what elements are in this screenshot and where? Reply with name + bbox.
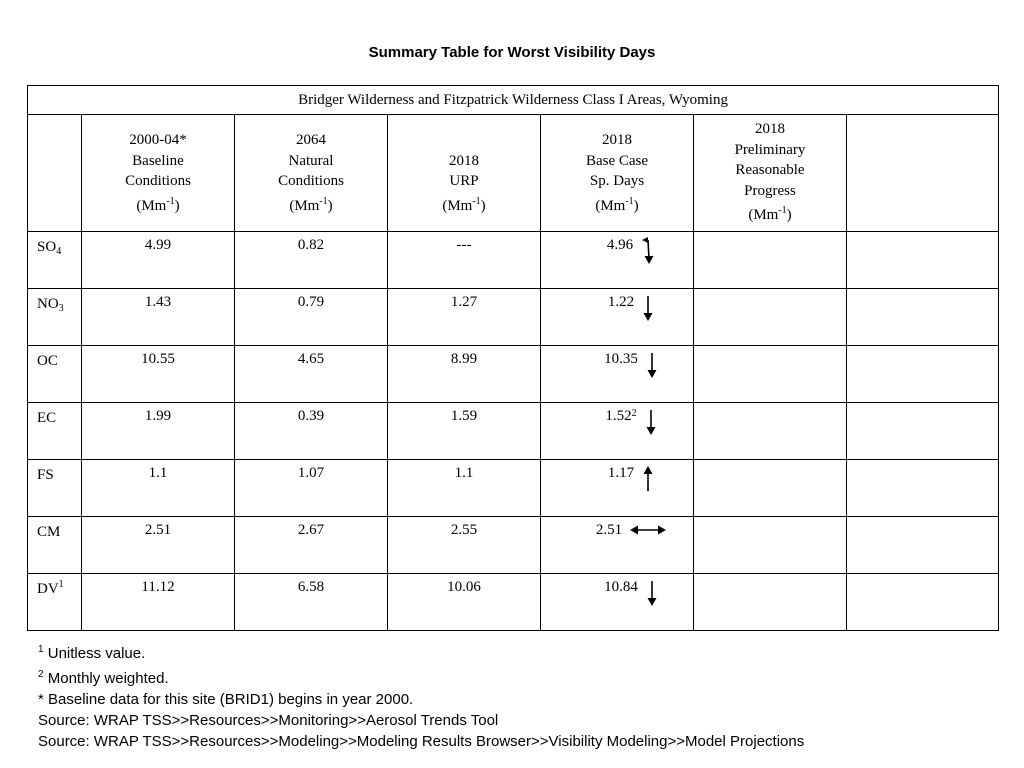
header-preliminary-line4: Progress — [744, 182, 796, 199]
header-basecase-unit-sup: -1 — [625, 195, 634, 207]
baseline-cell — [82, 574, 235, 631]
param-label: NO — [37, 296, 59, 312]
summary-table — [27, 85, 999, 631]
urp-value: 10.06 — [447, 579, 481, 595]
natural-value: 0.82 — [297, 237, 325, 253]
baseline-value: 1.43 — [144, 294, 172, 310]
preliminary-cell — [694, 517, 847, 574]
baseline-value: 2.51 — [144, 522, 172, 538]
header-baseline-line3: Conditions — [125, 173, 191, 189]
header-basecase-line1: 2018 — [602, 132, 632, 148]
footnote-2-text: Monthly weighted. — [43, 670, 169, 687]
param-label: SO — [37, 239, 57, 255]
urp-cell — [388, 232, 541, 289]
header-baseline-unit-close: ) — [174, 197, 180, 214]
header-basecase-line2: Base Case — [585, 152, 649, 169]
param-cell — [28, 403, 82, 460]
baseline-value: 4.99 — [144, 237, 172, 253]
basecase-cell — [541, 232, 694, 289]
table-row — [28, 517, 999, 574]
basecase-cell — [541, 517, 694, 574]
header-urp-line1: 2018 — [449, 152, 479, 169]
basecase-cell — [541, 289, 694, 346]
preliminary-cell — [694, 232, 847, 289]
table-row — [28, 460, 999, 517]
header-row — [28, 115, 999, 232]
header-natural — [235, 115, 388, 232]
urp-value: 1.59 — [450, 408, 478, 424]
header-preliminary-unit: (Mm — [748, 207, 779, 223]
footnote-1-marker: 1 — [38, 644, 44, 655]
header-natural-line1: 2064 — [296, 132, 326, 148]
basecase-value: 4.96 — [606, 237, 634, 253]
basecase-value: 1.17 — [607, 465, 635, 481]
empty-cell — [847, 517, 999, 574]
urp-cell — [388, 517, 541, 574]
footnote-3: * Baseline data for this site (BRID1) begins in year 2000. — [38, 691, 414, 708]
baseline-cell — [82, 460, 235, 517]
region-row — [28, 86, 999, 115]
header-preliminary-unit-close: ) — [786, 207, 792, 223]
empty-cell — [847, 403, 999, 460]
footnote-2-marker: 2 — [38, 669, 44, 680]
preliminary-cell — [694, 403, 847, 460]
preliminary-cell — [694, 460, 847, 517]
natural-cell — [235, 403, 388, 460]
header-baseline — [82, 115, 235, 232]
source-2: Source: WRAP TSS>>Resources>>Modeling>>Modeling Results Browser>>Visibility Modeling>>Model Projections — [38, 733, 805, 750]
natural-cell — [235, 517, 388, 574]
natural-cell — [235, 289, 388, 346]
table-body — [28, 232, 999, 631]
header-preliminary-line1: 2018 — [755, 121, 785, 137]
footnote-2 — [38, 664, 1018, 689]
header-basecase-line3: Sp. Days — [589, 173, 645, 189]
header-baseline-line1: 2000-04* — [129, 132, 187, 148]
table-row — [28, 346, 999, 403]
param-label: EC — [37, 410, 57, 426]
basecase-cell — [541, 346, 694, 403]
urp-value: 1.1 — [454, 465, 474, 481]
basecase-cell — [541, 403, 694, 460]
urp-value: 1.27 — [450, 294, 478, 310]
basecase-cell — [541, 574, 694, 631]
basecase-value: 2.51 — [595, 522, 623, 538]
baseline-value: 1.1 — [148, 465, 168, 481]
natural-cell — [235, 346, 388, 403]
natural-value: 1.07 — [297, 465, 325, 481]
param-label: FS — [37, 467, 54, 483]
basecase-value: 10.35 — [604, 351, 638, 367]
natural-value: 0.79 — [297, 294, 325, 310]
header-basecase-unit-close: ) — [633, 197, 639, 214]
header-preliminary — [694, 115, 847, 232]
header-empty-cell — [847, 115, 999, 232]
header-baseline-unit: (Mm — [136, 197, 167, 214]
footnote-1-text: Unitless value. — [43, 645, 146, 662]
urp-cell — [388, 460, 541, 517]
table-row — [28, 574, 999, 631]
header-natural-unit-close: ) — [327, 197, 333, 214]
header-baseline-unit-sup: -1 — [166, 195, 175, 207]
header-basecase-unit: (Mm — [595, 197, 626, 214]
empty-cell — [847, 574, 999, 631]
up-arrow-icon — [642, 465, 654, 498]
param-cell — [28, 232, 82, 289]
param-subscript: 3 — [58, 303, 64, 314]
down-arrow-icon — [646, 579, 658, 612]
footnote-1 — [38, 639, 1018, 664]
param-label: DV — [37, 581, 59, 597]
double-arrow-icon — [630, 522, 666, 543]
urp-cell — [388, 289, 541, 346]
param-superscript: 1 — [58, 579, 64, 590]
urp-cell — [388, 403, 541, 460]
baseline-value: 10.55 — [141, 351, 175, 367]
param-cell — [28, 574, 82, 631]
header-urp — [388, 115, 541, 232]
down-arrow-icon — [642, 294, 654, 327]
header-basecase — [541, 115, 694, 232]
baseline-cell — [82, 517, 235, 574]
header-natural-line3: Conditions — [278, 173, 344, 189]
urp-cell — [388, 574, 541, 631]
preliminary-cell — [694, 574, 847, 631]
footnotes — [38, 639, 1018, 752]
down-arrow-icon — [641, 237, 655, 270]
empty-cell — [847, 346, 999, 403]
natural-cell — [235, 574, 388, 631]
header-preliminary-line2: Preliminary — [734, 141, 806, 158]
table-row — [28, 403, 999, 460]
natural-value: 0.39 — [297, 408, 325, 424]
urp-value: --- — [456, 237, 472, 253]
urp-value: 8.99 — [450, 351, 478, 367]
natural-cell — [235, 460, 388, 517]
preliminary-cell — [694, 346, 847, 403]
natural-value: 6.58 — [297, 579, 325, 595]
header-urp-unit-close: ) — [480, 197, 486, 214]
param-cell — [28, 517, 82, 574]
empty-cell — [847, 289, 999, 346]
preliminary-cell — [694, 289, 847, 346]
natural-value: 2.67 — [297, 522, 325, 538]
header-natural-unit-sup: -1 — [319, 195, 328, 207]
source-1: Source: WRAP TSS>>Resources>>Monitoring>>Aerosol Trends Tool — [38, 712, 499, 729]
empty-cell — [847, 460, 999, 517]
header-urp-line2: URP — [449, 173, 479, 189]
header-natural-unit: (Mm — [289, 197, 320, 214]
urp-value: 2.55 — [450, 522, 478, 538]
header-urp-unit: (Mm — [442, 197, 473, 214]
header-preliminary-line3: Reasonable — [735, 162, 805, 178]
basecase-cell — [541, 460, 694, 517]
param-cell — [28, 460, 82, 517]
down-arrow-icon — [646, 351, 658, 384]
param-cell — [28, 289, 82, 346]
baseline-value: 1.99 — [144, 408, 172, 424]
baseline-cell — [82, 232, 235, 289]
empty-cell — [847, 232, 999, 289]
header-preliminary-unit-sup: -1 — [778, 205, 787, 216]
natural-value: 4.65 — [297, 351, 325, 367]
baseline-cell — [82, 403, 235, 460]
header-natural-line2: Natural — [288, 152, 334, 169]
basecase-value: 1.22 — [607, 294, 635, 310]
param-label: CM — [37, 524, 61, 540]
basecase-superscript: 2 — [631, 408, 637, 419]
basecase-value: 1.52 — [605, 408, 632, 424]
baseline-cell — [82, 289, 235, 346]
natural-cell — [235, 232, 388, 289]
param-label: OC — [37, 353, 58, 369]
urp-cell — [388, 346, 541, 403]
table-row — [28, 289, 999, 346]
page-title: Summary Table for Worst Visibility Days — [368, 44, 656, 61]
basecase-value: 10.84 — [604, 579, 638, 595]
table-row — [28, 232, 999, 289]
down-arrow-icon — [645, 408, 657, 441]
header-urp-unit-sup: -1 — [472, 195, 481, 207]
header-baseline-line2: Baseline — [132, 152, 184, 169]
header-param-cell — [28, 115, 82, 232]
baseline-value: 11.12 — [141, 579, 175, 595]
baseline-cell — [82, 346, 235, 403]
param-subscript: 4 — [56, 246, 62, 257]
param-cell — [28, 346, 82, 403]
region-title: Bridger Wilderness and Fitzpatrick Wilderness Class I Areas, Wyoming — [28, 86, 999, 115]
